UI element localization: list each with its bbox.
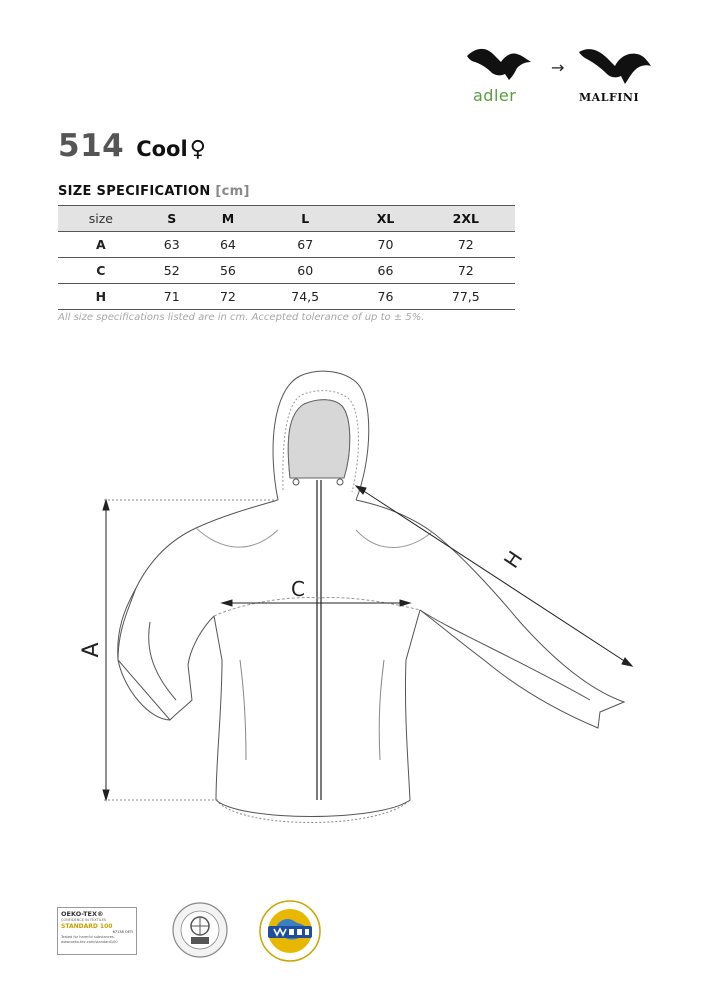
- product-title: [58, 128, 206, 164]
- oeko-subtitle: CONFIDENCE IN TEXTILES: [61, 918, 107, 922]
- column-header: S: [144, 206, 200, 232]
- adler-eagle-icon: [465, 42, 535, 84]
- oeko-tex-badge: [57, 907, 137, 955]
- arrow-icon: →: [551, 58, 565, 77]
- table-cell: 56: [200, 258, 256, 284]
- spec-heading: [58, 184, 250, 199]
- female-symbol-icon: ♀: [189, 137, 206, 162]
- measurement-lines: [103, 486, 632, 800]
- oeko-standard: STANDARD 100: [61, 923, 113, 930]
- bsci-seal-icon: [172, 902, 228, 958]
- malfini-wordmark: MALFINI: [579, 91, 640, 104]
- spec-heading-text: SIZE SPECIFICATION: [58, 184, 211, 199]
- column-header: XL: [354, 206, 416, 232]
- table-cell: 52: [144, 258, 200, 284]
- size-table: [58, 205, 515, 310]
- row-label: H: [58, 284, 144, 310]
- label-c: C: [291, 577, 305, 601]
- row-label: A: [58, 232, 144, 258]
- table-cell: 74,5: [256, 284, 354, 310]
- label-a: A: [79, 642, 104, 658]
- table-cell: 76: [354, 284, 416, 310]
- table-cell: 77,5: [417, 284, 515, 310]
- table-row: [58, 258, 515, 284]
- brand-logos: [465, 42, 665, 112]
- row-label: C: [58, 258, 144, 284]
- product-name: Cool: [136, 137, 188, 161]
- oeko-number: 67138 OETI: [112, 930, 133, 934]
- table-cell: 63: [144, 232, 200, 258]
- size-table-header: [58, 206, 515, 232]
- table-cell: 64: [200, 232, 256, 258]
- table-cell: 66: [354, 258, 416, 284]
- jacket-diagram: [0, 360, 707, 840]
- table-cell: 72: [417, 232, 515, 258]
- table-cell: 72: [417, 258, 515, 284]
- table-row: [58, 284, 515, 310]
- label-h: H: [499, 546, 528, 573]
- wrap-globe-icon: [258, 899, 322, 963]
- oeko-title: OEKO-TEX®: [61, 910, 104, 918]
- adler-wordmark: adler: [473, 86, 517, 105]
- column-header: M: [200, 206, 256, 232]
- table-row: [58, 232, 515, 258]
- table-cell: 70: [354, 232, 416, 258]
- table-cell: 67: [256, 232, 354, 258]
- column-header: 2XL: [417, 206, 515, 232]
- table-cell: 60: [256, 258, 354, 284]
- oeko-tested: Tested for harmful substances. www.oeko-tex.com/standard100: [61, 935, 118, 944]
- tolerance-note: All size specifications listed are in cm. Accepted tolerance of up to ± 5%.: [58, 312, 425, 323]
- column-header: size: [58, 206, 144, 232]
- column-header: L: [256, 206, 354, 232]
- product-code: 514: [58, 128, 125, 164]
- table-cell: 72: [200, 284, 256, 310]
- jacket-outline: [118, 371, 624, 822]
- table-cell: 71: [144, 284, 200, 310]
- malfini-eagle-icon: [577, 44, 653, 88]
- spec-unit: [cm]: [215, 184, 250, 199]
